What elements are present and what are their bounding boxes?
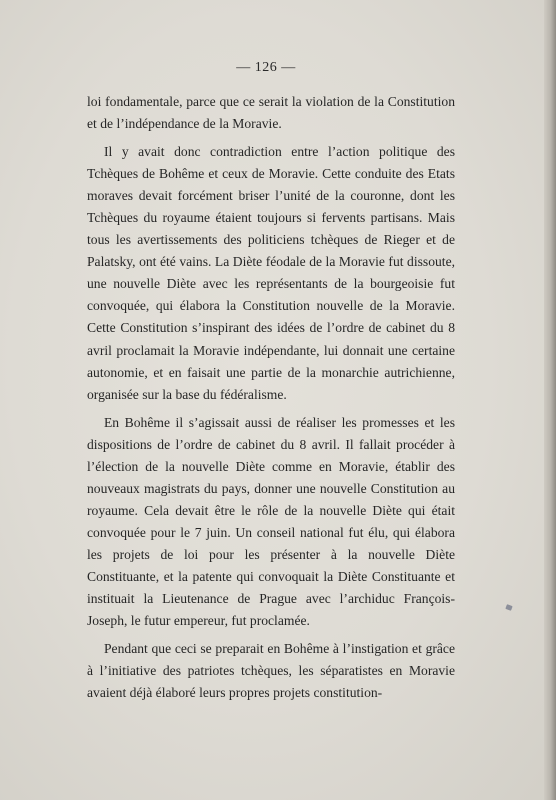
page-edge-shadow — [544, 0, 556, 800]
paragraph-4: Pendant que ceci se preparait en Bohême à l’instigation et grâce à l’initiative des patriotes tchèques, les séparatistes en Moravie avaient déjà élaboré leurs propres projets constitution- — [87, 641, 455, 701]
paragraph-2: Il y avait donc contradiction entre l’action politique des Tchèques de Bohême et ceux de Moravie. Cette conduite des Etats moraves devait forcément briser l’unité de la couronne, dont les Tchèques du royaume étaient toujours si fervents partisans. Mais tous les avertissements des politiciens tchèques de Rieger et de Palatsky, ont été vains. La Diète féodale de la Moravie fut dissoute, une nouvelle Diète avec les représentants de la bourgeoisie fut convoquée, qui élabora la Constitution nouvelle de la Moravie. Cette Constitution s’inspirant des idées de l’ordre de cabinet du 8 avril proclamait la Moravie indépendante, lui donnait une certaine autonomie, et en faisait une partie de la monarchie autrichienne, organisée sur la base du fédéralisme. — [87, 144, 455, 402]
ink-spot — [505, 604, 512, 611]
paragraph-1: loi fondamentale, parce que ce serait la violation de la Constitution et de l’indépendance de la Moravie. — [87, 94, 455, 132]
paragraph-3: En Bohême il s’agissait aussi de réaliser les promesses et les dispositions de l’ordre de cabinet du 8 avril. Il fallait procéder à l’élection de la nouvelle Diète comme en Moravie, établir des nouveaux magistrats du pays, donner une nouvelle Constitution au royaume. Cela devait être le rôle de la nouvelle Diète qui était convoquée pour le 7 juin. Un conseil national fut élu, qui élabora les projets de loi pour les présenter à la nouvelle Diète Constituante, et la patente qui convoquait la Diète Constituante et instituait la Lieutenance de Prague avec l’archiduc François-Joseph, le futur empereur, fut proclamée. — [87, 414, 455, 629]
page-number: — 126 — — [236, 60, 296, 75]
body-text — [87, 91, 455, 710]
